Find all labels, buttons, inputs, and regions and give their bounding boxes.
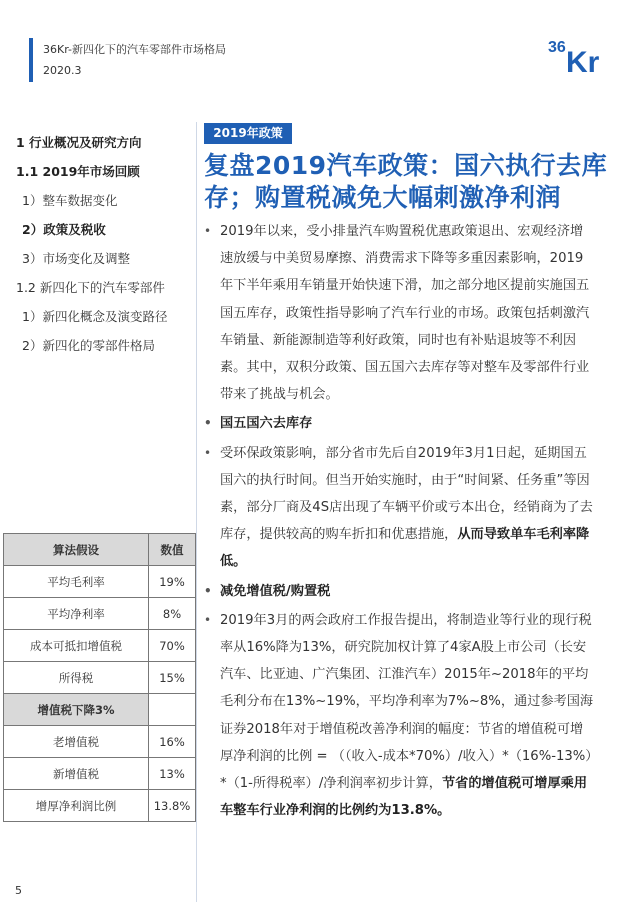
toc-item[interactable]: 1 行业概况及研究方向 — [16, 135, 142, 150]
table-section-cell: 增值税下降3% — [4, 694, 149, 726]
toc-item[interactable]: 2）新四化的零部件格局 — [22, 338, 155, 353]
report-date: 2020.3 — [43, 64, 82, 77]
paragraph-inventory — [204, 440, 596, 576]
table-row — [4, 726, 196, 758]
table-cell — [149, 694, 196, 726]
table-cell: 平均毛利率 — [4, 566, 149, 598]
paragraph-inventory-emphasis: 从而导致单车毛利率降低。 — [220, 527, 590, 570]
36kr-logo-icon — [548, 36, 614, 74]
table-header-cell: 算法假设 — [4, 534, 149, 566]
table-cell: 16% — [149, 726, 196, 758]
column-divider — [196, 122, 197, 902]
main-content — [204, 218, 596, 824]
paragraph-inventory-text: 受环保政策影响，部分省市先后自2019年3月1日起，延期国五国六的执行时间。但当开始实施时，由于“时间紧、任务重”等因素，部分厂商及4S店出现了车辆平价或亏本出仓，经销商为了去库存，提供较高的购车折扣和优惠措施， — [220, 445, 593, 543]
table-cell: 新增值税 — [4, 758, 149, 790]
table-cell: 70% — [149, 630, 196, 662]
report-title: 36Kr-新四化下的汽车零部件市场格局 — [43, 43, 226, 56]
table-cell: 老增值税 — [4, 726, 149, 758]
table-cell: 13.8% — [149, 790, 196, 822]
table-of-contents — [16, 133, 196, 365]
toc-item[interactable]: 1）整车数据变化 — [22, 193, 118, 208]
table-section-row — [4, 694, 196, 726]
paragraph-tax-text: 2019年3月的两会政府工作报告提出，将制造业等行业的现行税率从16%降为13%，研究院加权计算了4家A股上市公司（长安汽车、比亚迪、广汽集团、江淮汽车）2015年~2018年的平均毛利分布在13%~19%，平均净利率为7%~8%，通过参考国海证券2018年对于增值税改善净利润的幅度：节省的增值税可增厚净利润的比例 = （（收入-成本*70%）/收入）*（16%-13%）*（1-所得税率）/净利润率初步计算， — [220, 612, 594, 792]
subheading-inventory: • 国五国六去库存 — [204, 410, 596, 437]
table-cell: 15% — [149, 662, 196, 694]
table-cell: 13% — [149, 758, 196, 790]
paragraph-tax — [204, 607, 596, 825]
paragraph-tax-emphasis: 节省的增值税可增厚乘用车整车行业净利润的比例约为13.8%。 — [220, 776, 588, 819]
toc-item-active[interactable]: 2）政策及税收 — [22, 222, 106, 237]
toc-item[interactable]: 3）市场变化及调整 — [22, 251, 130, 266]
table-cell: 所得税 — [4, 662, 149, 694]
toc-item[interactable]: 1.1 2019年市场回顾 — [16, 164, 140, 179]
table-cell: 8% — [149, 598, 196, 630]
toc-item[interactable]: 1.2 新四化下的汽车零部件 — [16, 280, 165, 295]
page-title: 复盘2019汽车政策：国六执行去库存；购置税减免大幅刺激净利润 — [204, 151, 608, 212]
header-accent-bar — [29, 38, 33, 82]
table-row — [4, 630, 196, 662]
svg-text:36: 36 — [548, 39, 566, 56]
paragraph-overview: • 2019年以来，受小排量汽车购置税优惠政策退出、宏观经济增速放缓与中美贸易摩擦、消费需求下降等多重因素影响，2019年下半年乘用车销量开始快速下滑，加之部分地区提前实施国五国五库存，政策性指导影响了汽车行业的市场。政策包括刺激汽车销量、新能源制造等利好政策，同时也有补贴退坡等不利因素。其中，双积分政策、国五国六去库存等对整车及零部件行业带来了挑战与机会。 — [204, 218, 596, 408]
svg-text:Kr: Kr — [566, 46, 600, 74]
section-tag: 2019年政策 — [204, 123, 292, 144]
table-cell: 平均净利率 — [4, 598, 149, 630]
table-row — [4, 598, 196, 630]
assumption-table — [3, 533, 196, 822]
table-row — [4, 758, 196, 790]
table-cell: 增厚净利润比例 — [4, 790, 149, 822]
table-row — [4, 790, 196, 822]
page-number: 5 — [15, 884, 22, 897]
table-header-row — [4, 534, 196, 566]
table-cell: 成本可抵扣增值税 — [4, 630, 149, 662]
table-cell: 19% — [149, 566, 196, 598]
subheading-tax: • 减免增值税/购置税 — [204, 578, 596, 605]
table-row — [4, 662, 196, 694]
table-row — [4, 566, 196, 598]
table-header-cell: 数值 — [149, 534, 196, 566]
toc-item[interactable]: 1）新四化概念及演变路径 — [22, 309, 168, 324]
